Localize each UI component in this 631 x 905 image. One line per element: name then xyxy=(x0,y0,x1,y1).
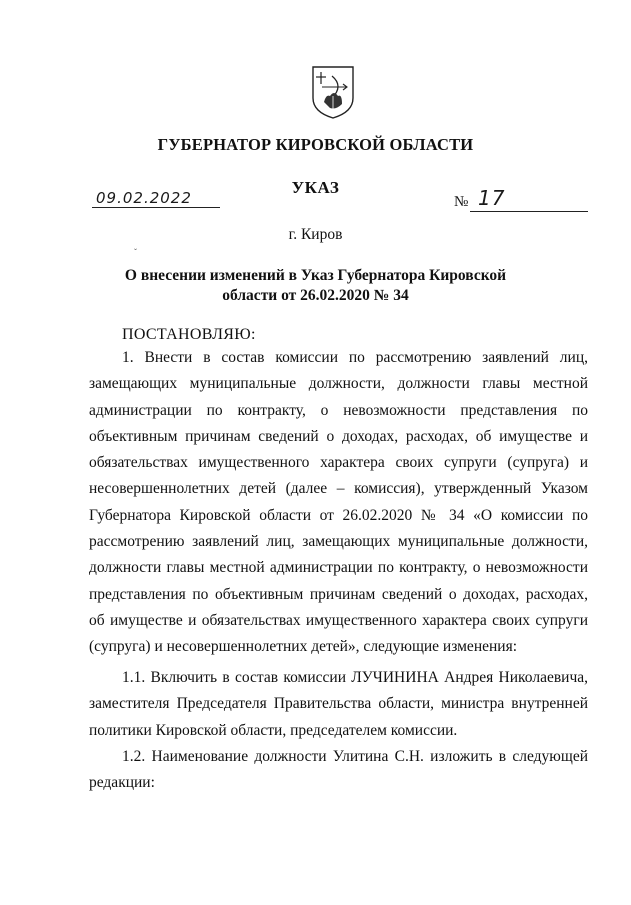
paragraph-1-2: 1.2. Наименование должности Улитина С.Н. изложить в следующей редакции: xyxy=(89,748,588,792)
scan-mark: ˇ xyxy=(134,247,137,257)
city-name: г. Киров xyxy=(288,226,343,243)
date-underline xyxy=(92,207,220,208)
document-number: 17 xyxy=(478,186,506,210)
paragraph-1-1: 1.1. Включить в состав комиссии ЛУЧИНИНА Андрея Николаевича, заместителя Председателя Правительства области, министра внутренней политики Кировской области, председателем комиссии. xyxy=(89,669,588,739)
issuer-title: ГУБЕРНАТОР КИРОВСКОЙ ОБЛАСТИ xyxy=(157,135,474,154)
number-underline xyxy=(470,211,588,212)
document-type: УКАЗ xyxy=(291,178,340,197)
paragraph-1: 1. Внести в состав комиссии по рассмотрению заявлений лиц, замещающих муниципальные должности, должности главы местной администрации по контракту, о невозможности представления по объективным причинам сведений о доходах, расходах, об имуществе и обязательствах имущественного характера своих супруги (супруга) и несовершеннолетних детей (далее – комиссия), утвержденный Указом Губернатора Кировской области от 26.02.2020 № 34 «О комиссии по рассмотрению заявлений лиц, замещающих муниципальные должности, должности главы местной администрации по контракту, о невозможности представления по объективным причинам сведений о доходах, расходах, об имуществе и обязательствах имущественного характера своих супруги (супруга) и несовершеннолетних детей», следующие изменения: xyxy=(89,349,588,656)
document-subject: О внесении изменений в Указ Губернатора Кировской области от 26.02.2020 № 34 xyxy=(124,267,507,304)
kirov-coat-of-arms-icon xyxy=(310,64,356,120)
number-label: № xyxy=(454,194,469,210)
document-date: 09.02.2022 xyxy=(96,189,192,207)
decree-word: ПОСТАНОВЛЯЮ: xyxy=(122,326,256,343)
